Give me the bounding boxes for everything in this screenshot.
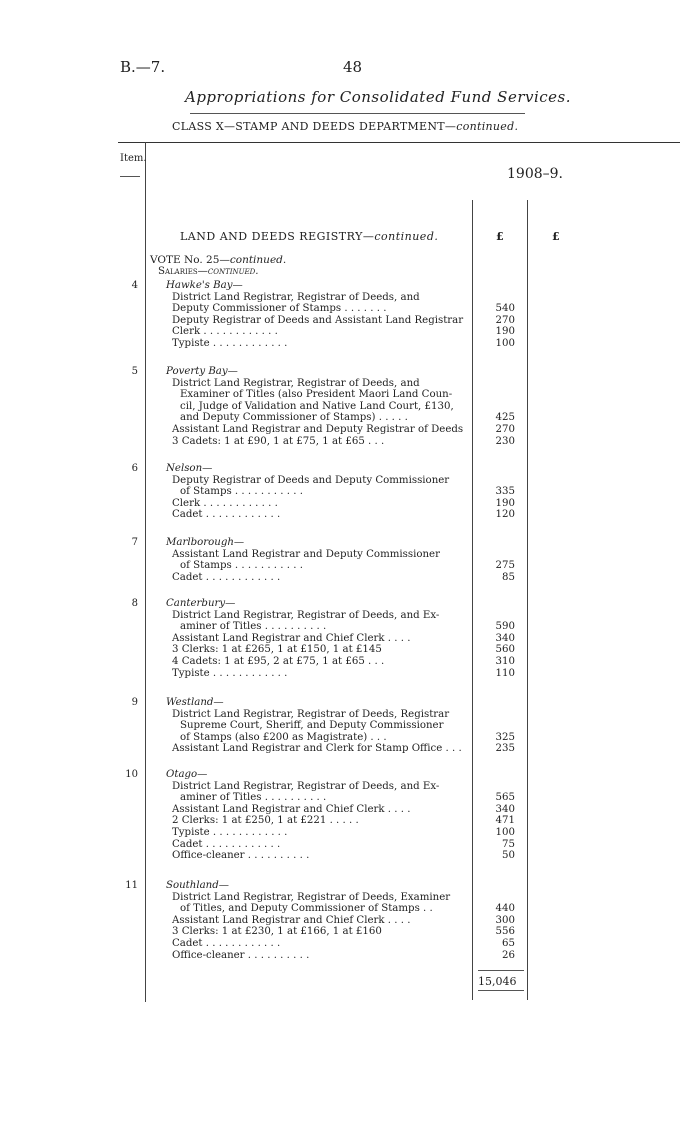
salary-line-text: Office-cleaner . . . . . . . . . . — [172, 850, 310, 862]
salary-line-text: 4 Cadets: 1 at £95, 2 at £75, 1 at £65 . . . — [172, 656, 385, 667]
salary-line-amount: 270 — [495, 314, 515, 326]
salary-line-text: Typiste . . . . . . . . . . . . — [172, 827, 288, 838]
salary-line-text: of Titles, and Deputy Commissioner of Stamps . . — [180, 903, 433, 915]
vote-line — [150, 254, 286, 266]
district-name: Otago— — [166, 769, 208, 780]
table-top-rule — [118, 142, 680, 143]
item-number: 10 — [125, 769, 138, 780]
salary-line-amount: 190 — [495, 326, 515, 338]
item-column-header: Item. — [120, 153, 147, 164]
pound-header-amount: £ — [496, 230, 504, 243]
salary-line-amount: 340 — [495, 803, 515, 815]
year-column-header: 1908–9. — [507, 166, 563, 182]
page-title: Appropriations for Consolidated Fund Services. — [185, 88, 572, 106]
salary-line-text: Cadet . . . . . . . . . . . . — [172, 571, 281, 583]
salary-line-text: District Land Registrar, Registrar of Deeds, and Ex- — [172, 780, 440, 792]
salary-line-text: 2 Clerks: 1 at £250, 1 at £221 . . . . . — [172, 815, 359, 827]
salary-line-text: Assistant Land Registrar and Chief Clerk . . . . — [172, 632, 411, 644]
salary-line-amount: 300 — [495, 914, 515, 926]
salary-line-amount: 325 — [495, 731, 515, 743]
salary-line-amount: 560 — [495, 644, 515, 656]
salary-line-amount: 275 — [495, 560, 515, 572]
salary-line-text: Deputy Registrar of Deeds and Deputy Commissioner — [172, 474, 450, 486]
item-number: 7 — [131, 537, 138, 548]
item-number: 5 — [131, 366, 138, 377]
salary-line-text: District Land Registrar, Registrar of Deeds, Examiner — [172, 891, 451, 903]
salary-line-text: Cadet . . . . . . . . . . . . — [172, 838, 281, 850]
salary-line-amount: 540 — [495, 303, 515, 315]
salary-line-amount: 75 — [502, 838, 515, 850]
salary-line-amount: 556 — [495, 926, 515, 938]
salary-line-text: Assistant Land Registrar and Clerk for Stamp Office . . . — [172, 743, 462, 755]
salary-line-amount: 190 — [495, 497, 515, 509]
salary-line-text: Clerk . . . . . . . . . . . . — [172, 497, 278, 509]
salary-line-text: Examiner of Titles (also President Maori Land Coun- — [180, 389, 453, 401]
district-name: Poverty Bay— — [166, 366, 238, 377]
salary-line-amount: 230 — [495, 435, 515, 447]
salary-line-text: 3 Clerks: 1 at £265, 1 at £150, 1 at £145 — [172, 644, 382, 656]
salary-line-text: and Deputy Commissioner of Stamps) . . . . . — [180, 412, 408, 424]
salary-line-text: 3 Cadets: 1 at £90, 1 at £75, 1 at £65 . . . — [172, 435, 385, 447]
salary-line-text: District Land Registrar, Registrar of Deeds, and Ex- — [172, 609, 440, 621]
salary-line-text: Assistant Land Registrar and Chief Clerk . . . . — [172, 803, 411, 815]
page-number: 48 — [343, 58, 363, 76]
district-name: Nelson— — [166, 463, 213, 474]
salary-line-text: of Stamps . . . . . . . . . . . — [180, 486, 303, 498]
salary-line-text: Clerk . . . . . . . . . . . . — [172, 326, 278, 338]
salary-line-amount: 110 — [495, 667, 515, 679]
salaries-line — [158, 266, 259, 277]
salary-line-text: of Stamps (also £200 as Magistrate) . . . — [180, 731, 387, 743]
salary-line-text: Deputy Registrar of Deeds and Assistant Land Registrar — [172, 314, 464, 326]
item-header-rule — [120, 176, 140, 177]
document-code: B.—7. — [120, 58, 166, 76]
salary-line-text: Deputy Commissioner of Stamps . . . . . . . — [172, 303, 387, 315]
salary-line-amount: 100 — [495, 827, 515, 838]
salary-line-text: District Land Registrar, Registrar of Deeds, Registrar — [172, 708, 450, 720]
salary-line-amount: 425 — [495, 412, 515, 424]
district-name: Marlborough— — [166, 537, 245, 548]
salary-line-amount: 100 — [495, 338, 515, 349]
section-title — [180, 230, 438, 243]
salary-line-text: of Stamps . . . . . . . . . . . — [180, 560, 303, 572]
salaries-line-suffix: continued. — [207, 266, 259, 277]
item-column-rule — [145, 142, 146, 1002]
title-rule — [190, 113, 525, 114]
salary-line-amount: 120 — [495, 509, 515, 521]
item-number: 9 — [131, 697, 138, 708]
item-number: 8 — [131, 598, 138, 609]
salary-line-text: Cadet . . . . . . . . . . . . — [172, 938, 281, 949]
district-name: Hawke's Bay— — [166, 280, 243, 291]
total-rule — [478, 990, 524, 991]
district-name: Canterbury— — [166, 598, 236, 609]
item-number: 4 — [131, 280, 138, 291]
vote-line-text: VOTE No. 25— — [150, 254, 230, 266]
salary-line-text: Typiste . . . . . . . . . . . . — [172, 667, 288, 679]
salary-line-text: Assistant Land Registrar and Deputy Registrar of Deeds — [172, 424, 464, 435]
salary-line-text: District Land Registrar, Registrar of Deeds, and — [172, 377, 420, 389]
vote-line-suffix: continued. — [229, 254, 287, 266]
salary-line-amount: 335 — [495, 486, 515, 498]
salary-line-amount: 65 — [502, 938, 515, 949]
salary-line-amount: 50 — [502, 850, 515, 862]
salary-line-text: Supreme Court, Sheriff, and Deputy Commissioner — [180, 720, 444, 732]
grand-total: 15,046 — [478, 975, 517, 988]
salary-line-amount: 440 — [495, 903, 515, 915]
total-column-rule — [527, 200, 528, 1000]
salary-line-text: aminer of Titles . . . . . . . . . . — [180, 621, 327, 633]
salary-line-text: Assistant Land Registrar and Deputy Commissioner — [172, 548, 440, 560]
salary-line-text: 3 Clerks: 1 at £230, 1 at £166, 1 at £160 — [172, 926, 382, 938]
pound-header-total: £ — [552, 230, 560, 243]
salary-line-amount: 340 — [495, 632, 515, 644]
salary-line-text: cil, Judge of Validation and Native Land Court, £130, — [180, 400, 454, 412]
district-name: Southland— — [166, 880, 229, 891]
salary-line-text: aminer of Titles . . . . . . . . . . — [180, 792, 327, 804]
class-heading-text: CLASS X—STAMP AND DEEDS DEPARTMENT— — [172, 120, 457, 133]
salary-line-amount: 270 — [495, 424, 515, 435]
salary-line-text: District Land Registrar, Registrar of Deeds, and — [172, 291, 420, 303]
class-heading-suffix: continued. — [456, 120, 519, 133]
item-number: 6 — [131, 463, 138, 474]
section-title-text: LAND AND DEEDS REGISTRY— — [180, 230, 375, 243]
salary-line-amount: 590 — [495, 621, 515, 633]
section-title-suffix: continued. — [374, 230, 439, 243]
salary-line-amount: 85 — [502, 571, 515, 583]
salary-line-text: Cadet . . . . . . . . . . . . — [172, 509, 281, 521]
amount-column-rule — [472, 200, 473, 1000]
salary-line-amount: 565 — [495, 792, 515, 804]
item-number: 11 — [125, 880, 138, 891]
salary-line-text: Office-cleaner . . . . . . . . . . — [172, 949, 310, 961]
salary-line-amount: 235 — [495, 743, 515, 755]
class-heading — [172, 120, 518, 133]
salary-line-amount: 26 — [502, 949, 515, 961]
district-name: Westland— — [166, 697, 224, 708]
salaries-line-text: Salaries— — [158, 266, 208, 277]
salary-line-text: Typiste . . . . . . . . . . . . — [172, 338, 288, 349]
salary-line-amount: 310 — [495, 656, 515, 667]
salary-line-text: Assistant Land Registrar and Chief Clerk . . . . — [172, 914, 411, 926]
subtotal-rule — [478, 970, 524, 971]
salary-line-amount: 471 — [495, 815, 515, 827]
